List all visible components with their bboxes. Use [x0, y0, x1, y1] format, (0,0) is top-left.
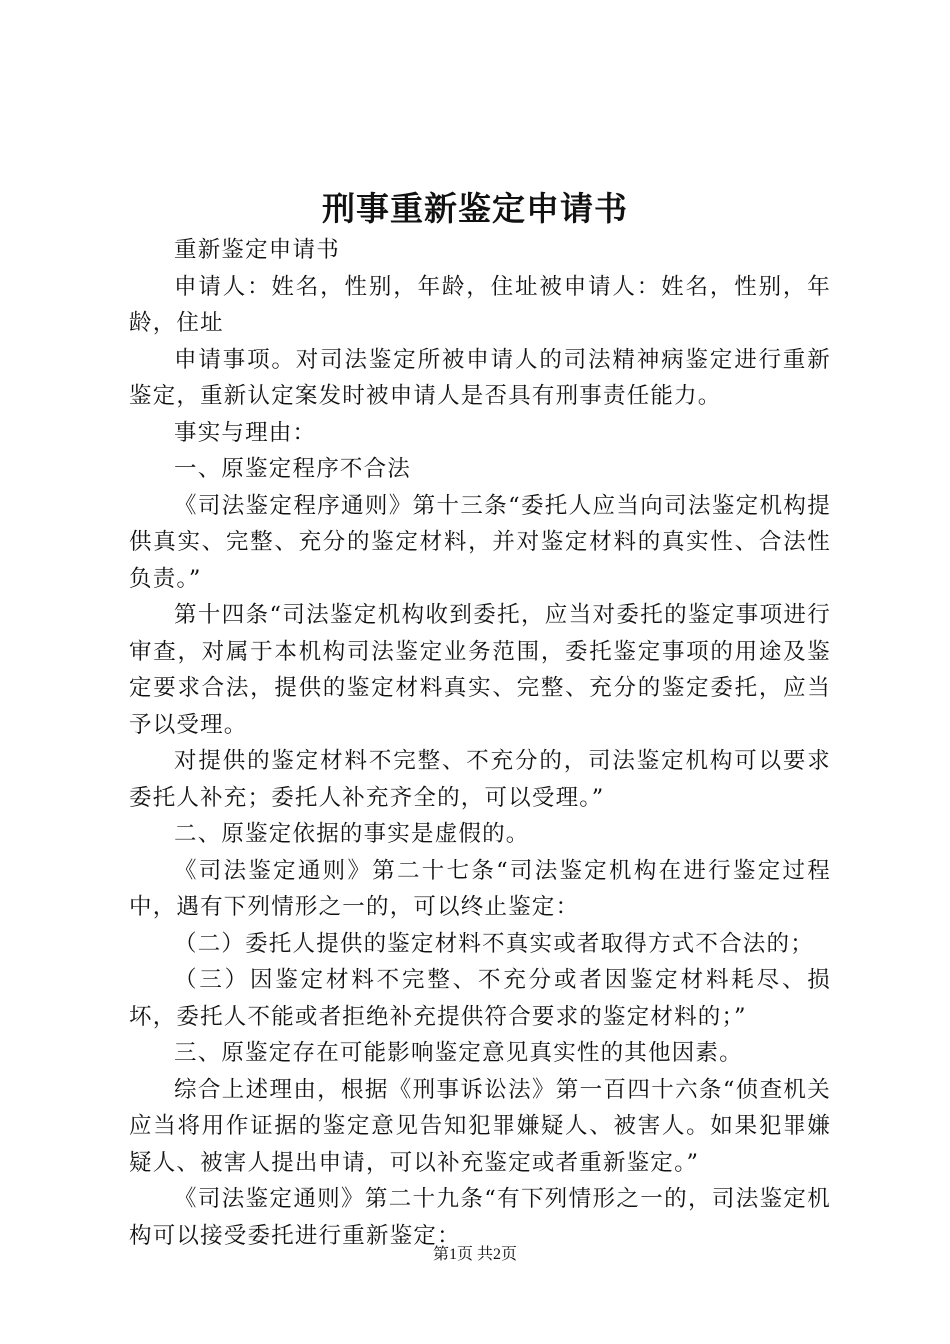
paragraph: 事实与理由：	[174, 419, 317, 446]
paragraph: （三）因鉴定材料不完整、不充分或者因鉴定材料耗尽、损坏，委托人不能或者拒绝补充提供符合要求的鉴定材料的；”	[129, 967, 831, 1030]
paragraph: 重新鉴定申请书	[174, 237, 340, 263]
page-number-footer: 第1页 共2页	[432, 1246, 517, 1263]
paragraph: 三、原鉴定存在可能影响鉴定意见真实性的其他因素。	[174, 1040, 743, 1066]
paragraph: 《司法鉴定程序通则》第十三条“委托人应当向司法鉴定机构提供真实、完整、充分的鉴定材料，并对鉴定材料的真实性、合法性负责。”	[129, 492, 831, 592]
paragraph: 申请人：姓名，性别，年龄，住址被申请人：姓名，性别，年龄，住址	[129, 273, 831, 336]
paragraph: 对提供的鉴定材料不完整、不充分的，司法鉴定机构可以要求委托人补充；委托人补充齐全的，可以受理。”	[129, 748, 831, 811]
paragraph: 二、原鉴定依据的事实是虚假的。	[174, 821, 530, 847]
paragraph: 《司法鉴定通则》第二十九条“有下列情形之一的，司法鉴定机构可以接受委托进行重新鉴定：	[129, 1186, 831, 1249]
paragraph: 第十四条“司法鉴定机构收到委托，应当对委托的鉴定事项进行审查，对属于本机构司法鉴定业务范围，委托鉴定事项的用途及鉴定要求合法，提供的鉴定材料真实、完整、充分的鉴定委托，应当予以受理。	[129, 602, 831, 738]
paragraph: 《司法鉴定通则》第二十七条“司法鉴定机构在进行鉴定过程中，遇有下列情形之一的，可以终止鉴定：	[129, 857, 831, 920]
paragraph: 综合上述理由，根据《刑事诉讼法》第一百四十六条“侦查机关应当将用作证据的鉴定意见告知犯罪嫌疑人、被害人。如果犯罪嫌疑人、被害人提出申请，可以补充鉴定或者重新鉴定。”	[129, 1076, 831, 1176]
paragraph: （二）委托人提供的鉴定材料不真实或者取得方式不合法的；	[174, 930, 814, 957]
paragraph: 申请事项。对司法鉴定所被申请人的司法精神病鉴定进行重新鉴定，重新认定案发时被申请人是否具有刑事责任能力。	[129, 346, 831, 409]
paragraph: 一、原鉴定程序不合法	[174, 456, 412, 482]
document-title: 刑事重新鉴定申请书	[322, 189, 628, 228]
document-body	[129, 232, 831, 1254]
